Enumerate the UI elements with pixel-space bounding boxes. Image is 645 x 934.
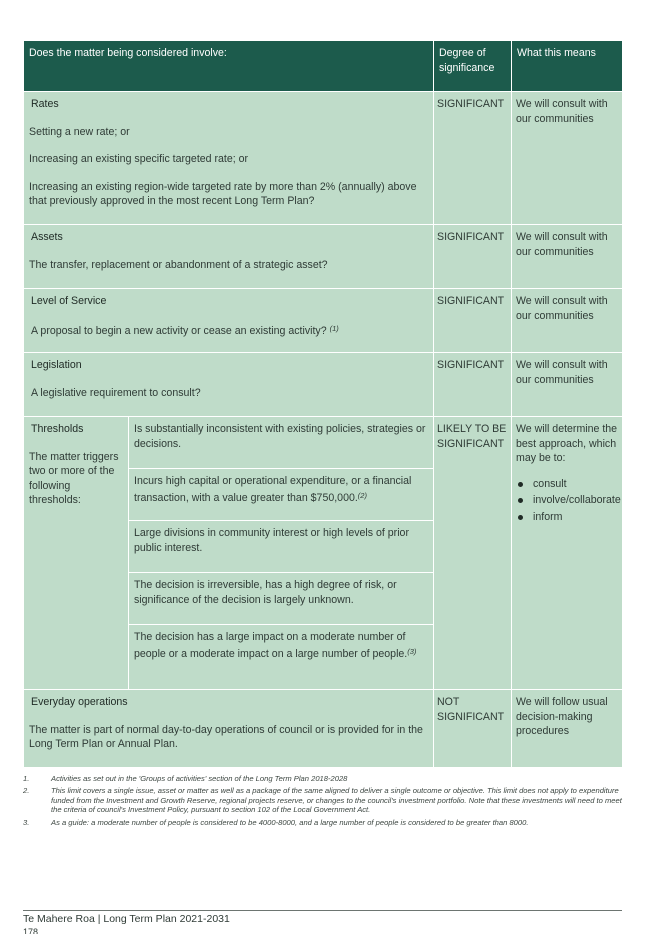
thresholds-meaning <box>512 417 623 690</box>
footnote-text: Activities as set out in the 'Groups of activities' section of the Long Term Plan 2018-2028 <box>51 774 348 783</box>
threshold-item: Is substantially inconsistent with existing policies, strategies or decisions. <box>129 417 434 469</box>
footnote <box>23 786 623 814</box>
service-p1-wrap <box>29 322 428 339</box>
legislation-degree: SIGNIFICANT <box>434 353 512 417</box>
thresholds-p1: The matter triggers two or more of the following thresholds: <box>29 450 119 506</box>
footer-title: Te Mahere Roa | Long Term Plan 2021-2031 <box>23 913 230 925</box>
everyday-matter <box>24 690 434 768</box>
assets-p1: The transfer, replacement or abandonment of a strategic asset? <box>29 258 328 271</box>
legislation-p1: A legislative requirement to consult? <box>31 386 201 399</box>
header-degree: Degree of significance <box>434 41 512 92</box>
everyday-p1: The matter is part of normal day-to-day operations of council or is provided for in the Long Term Plan or Annual Plan. <box>29 723 423 750</box>
assets-meaning: We will consult with our communities <box>512 225 623 289</box>
threshold-item <box>129 469 434 521</box>
row-legislation <box>24 353 623 417</box>
rates-matter <box>24 92 434 225</box>
footnote-text: As a guide: a moderate number of people is considered to be 4000-8000, and a large number of people is considered to be greater than 8000. <box>51 817 529 827</box>
footnote-number: 3. <box>23 817 30 827</box>
row-everyday <box>24 690 623 768</box>
approach-list <box>516 477 621 525</box>
service-note-ref: (1) <box>329 323 339 333</box>
rates-p2: Increasing an existing specific targeted rate; or <box>29 153 249 165</box>
thresholds-meaning-text: We will determine the best approach, which may be to: <box>516 423 618 464</box>
legislation-matter <box>24 353 434 417</box>
approach-item: inform <box>516 510 618 525</box>
footnotes <box>23 774 623 830</box>
threshold-item: Large divisions in community interest or high levels of prior public interest. <box>129 521 434 573</box>
approach-item: involve/collaborate <box>516 493 618 508</box>
header-meaning: What this means <box>512 41 623 92</box>
rates-heading: Rates <box>31 98 59 110</box>
thresholds-heading: Thresholds <box>31 423 84 435</box>
rates-degree: SIGNIFICANT <box>434 92 512 225</box>
footer-divider <box>23 910 622 911</box>
everyday-meaning: We will follow usual decision-making procedures <box>512 690 623 768</box>
threshold-item <box>129 625 434 690</box>
assets-matter <box>24 225 434 289</box>
rates-p3: Increasing an existing region-wide targeted rate by more than 2% (annually) above that previously approved in the most recent Long Term Plan? <box>29 180 417 207</box>
rates-meaning: We will consult with our communities <box>512 92 623 225</box>
footnote <box>23 818 623 827</box>
footnote-text: This limit covers a single issue, asset or matter as well as a package of the same aligned to deliver a single outcome or objective. This limit does not apply to expenditure funded from the Investment and Growth Reserve, regional projects reserve, or changes to the council's investment portfolio. Note that these investments will need to meet the criteria of council's Investment Policy, pursuant to section 102 of the Local Government Act. <box>51 786 622 815</box>
footnote <box>23 774 623 783</box>
service-degree: SIGNIFICANT <box>434 289 512 353</box>
footnote-number: 2. <box>23 786 30 796</box>
assets-heading: Assets <box>31 231 63 243</box>
header-matter: Does the matter being considered involve: <box>24 41 434 92</box>
rates-p1: Setting a new rate; or <box>29 125 130 138</box>
everyday-heading: Everyday operations <box>31 696 128 708</box>
threshold-t2-text: Incurs high capital or operational expenditure, or a financial transaction, with a value greater than $750,000. <box>134 475 412 504</box>
everyday-degree: NOT SIGNIFICANT <box>434 690 512 768</box>
service-meaning: We will consult with our communities <box>512 289 623 353</box>
thresholds-label <box>24 417 129 690</box>
approach-item: consult <box>516 477 618 492</box>
threshold-t5-ref: (3) <box>407 646 417 656</box>
threshold-item: The decision is irreversible, has a high degree of risk, or significance of the decision is largely unknown. <box>129 573 434 625</box>
service-p1: A proposal to begin a new activity or cease an existing activity? <box>31 324 327 337</box>
service-heading: Level of Service <box>31 295 107 307</box>
row-rates <box>24 92 623 225</box>
row-thresholds-1 <box>24 417 623 469</box>
threshold-t2-ref: (2) <box>357 490 367 500</box>
page-number: 178 <box>23 927 39 934</box>
threshold-t5-text: The decision has a large impact on a moderate number of people or a moderate impact on a large number of people. <box>134 631 408 660</box>
legislation-meaning: We will consult with our communities <box>512 353 623 417</box>
thresholds-degree: LIKELY TO BE SIGNIFICANT <box>434 417 512 690</box>
legislation-heading: Legislation <box>31 359 82 371</box>
assets-degree: SIGNIFICANT <box>434 225 512 289</box>
service-matter <box>24 289 434 353</box>
significance-table <box>23 40 623 768</box>
footnote-number: 1. <box>23 774 30 783</box>
row-assets <box>24 225 623 289</box>
row-level-of-service <box>24 289 623 353</box>
table-header-row <box>24 41 623 92</box>
